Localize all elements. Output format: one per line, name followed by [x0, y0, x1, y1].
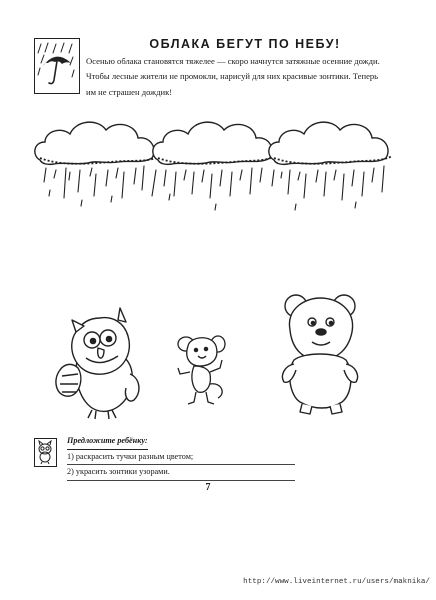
task-item: 2) украсить зонтики узорами.: [67, 465, 295, 481]
intro-line: им не страшен дождик!: [86, 86, 173, 97]
task-block: [67, 434, 367, 481]
task-heading: Предложите ребёнку:: [67, 434, 148, 450]
owl: [56, 308, 139, 419]
mouse: [178, 336, 225, 404]
intro-line: Чтобы лесные жители не промокли, нарисуй для них красивые зонтики. Теперь: [86, 71, 379, 82]
watermark-url: http://www.liveinternet.ru/users/maknika/: [243, 578, 430, 586]
task-item: 1) раскрасить тучки разным цветом;: [67, 450, 295, 466]
rain-cloud-left: [35, 122, 156, 206]
owl-icon: [34, 438, 57, 467]
bear: [282, 295, 357, 414]
rain-cloud-middle: [152, 122, 274, 210]
page-number: 7: [205, 482, 211, 493]
rain-cloud-right: [269, 122, 392, 210]
intro-line: Осенью облака становятся тяжелее — скоро начнутся затяжные осенние дожди.: [86, 56, 380, 66]
page-title: ОБЛАКА БЕГУТ ПО НЕБУ!: [149, 37, 341, 51]
